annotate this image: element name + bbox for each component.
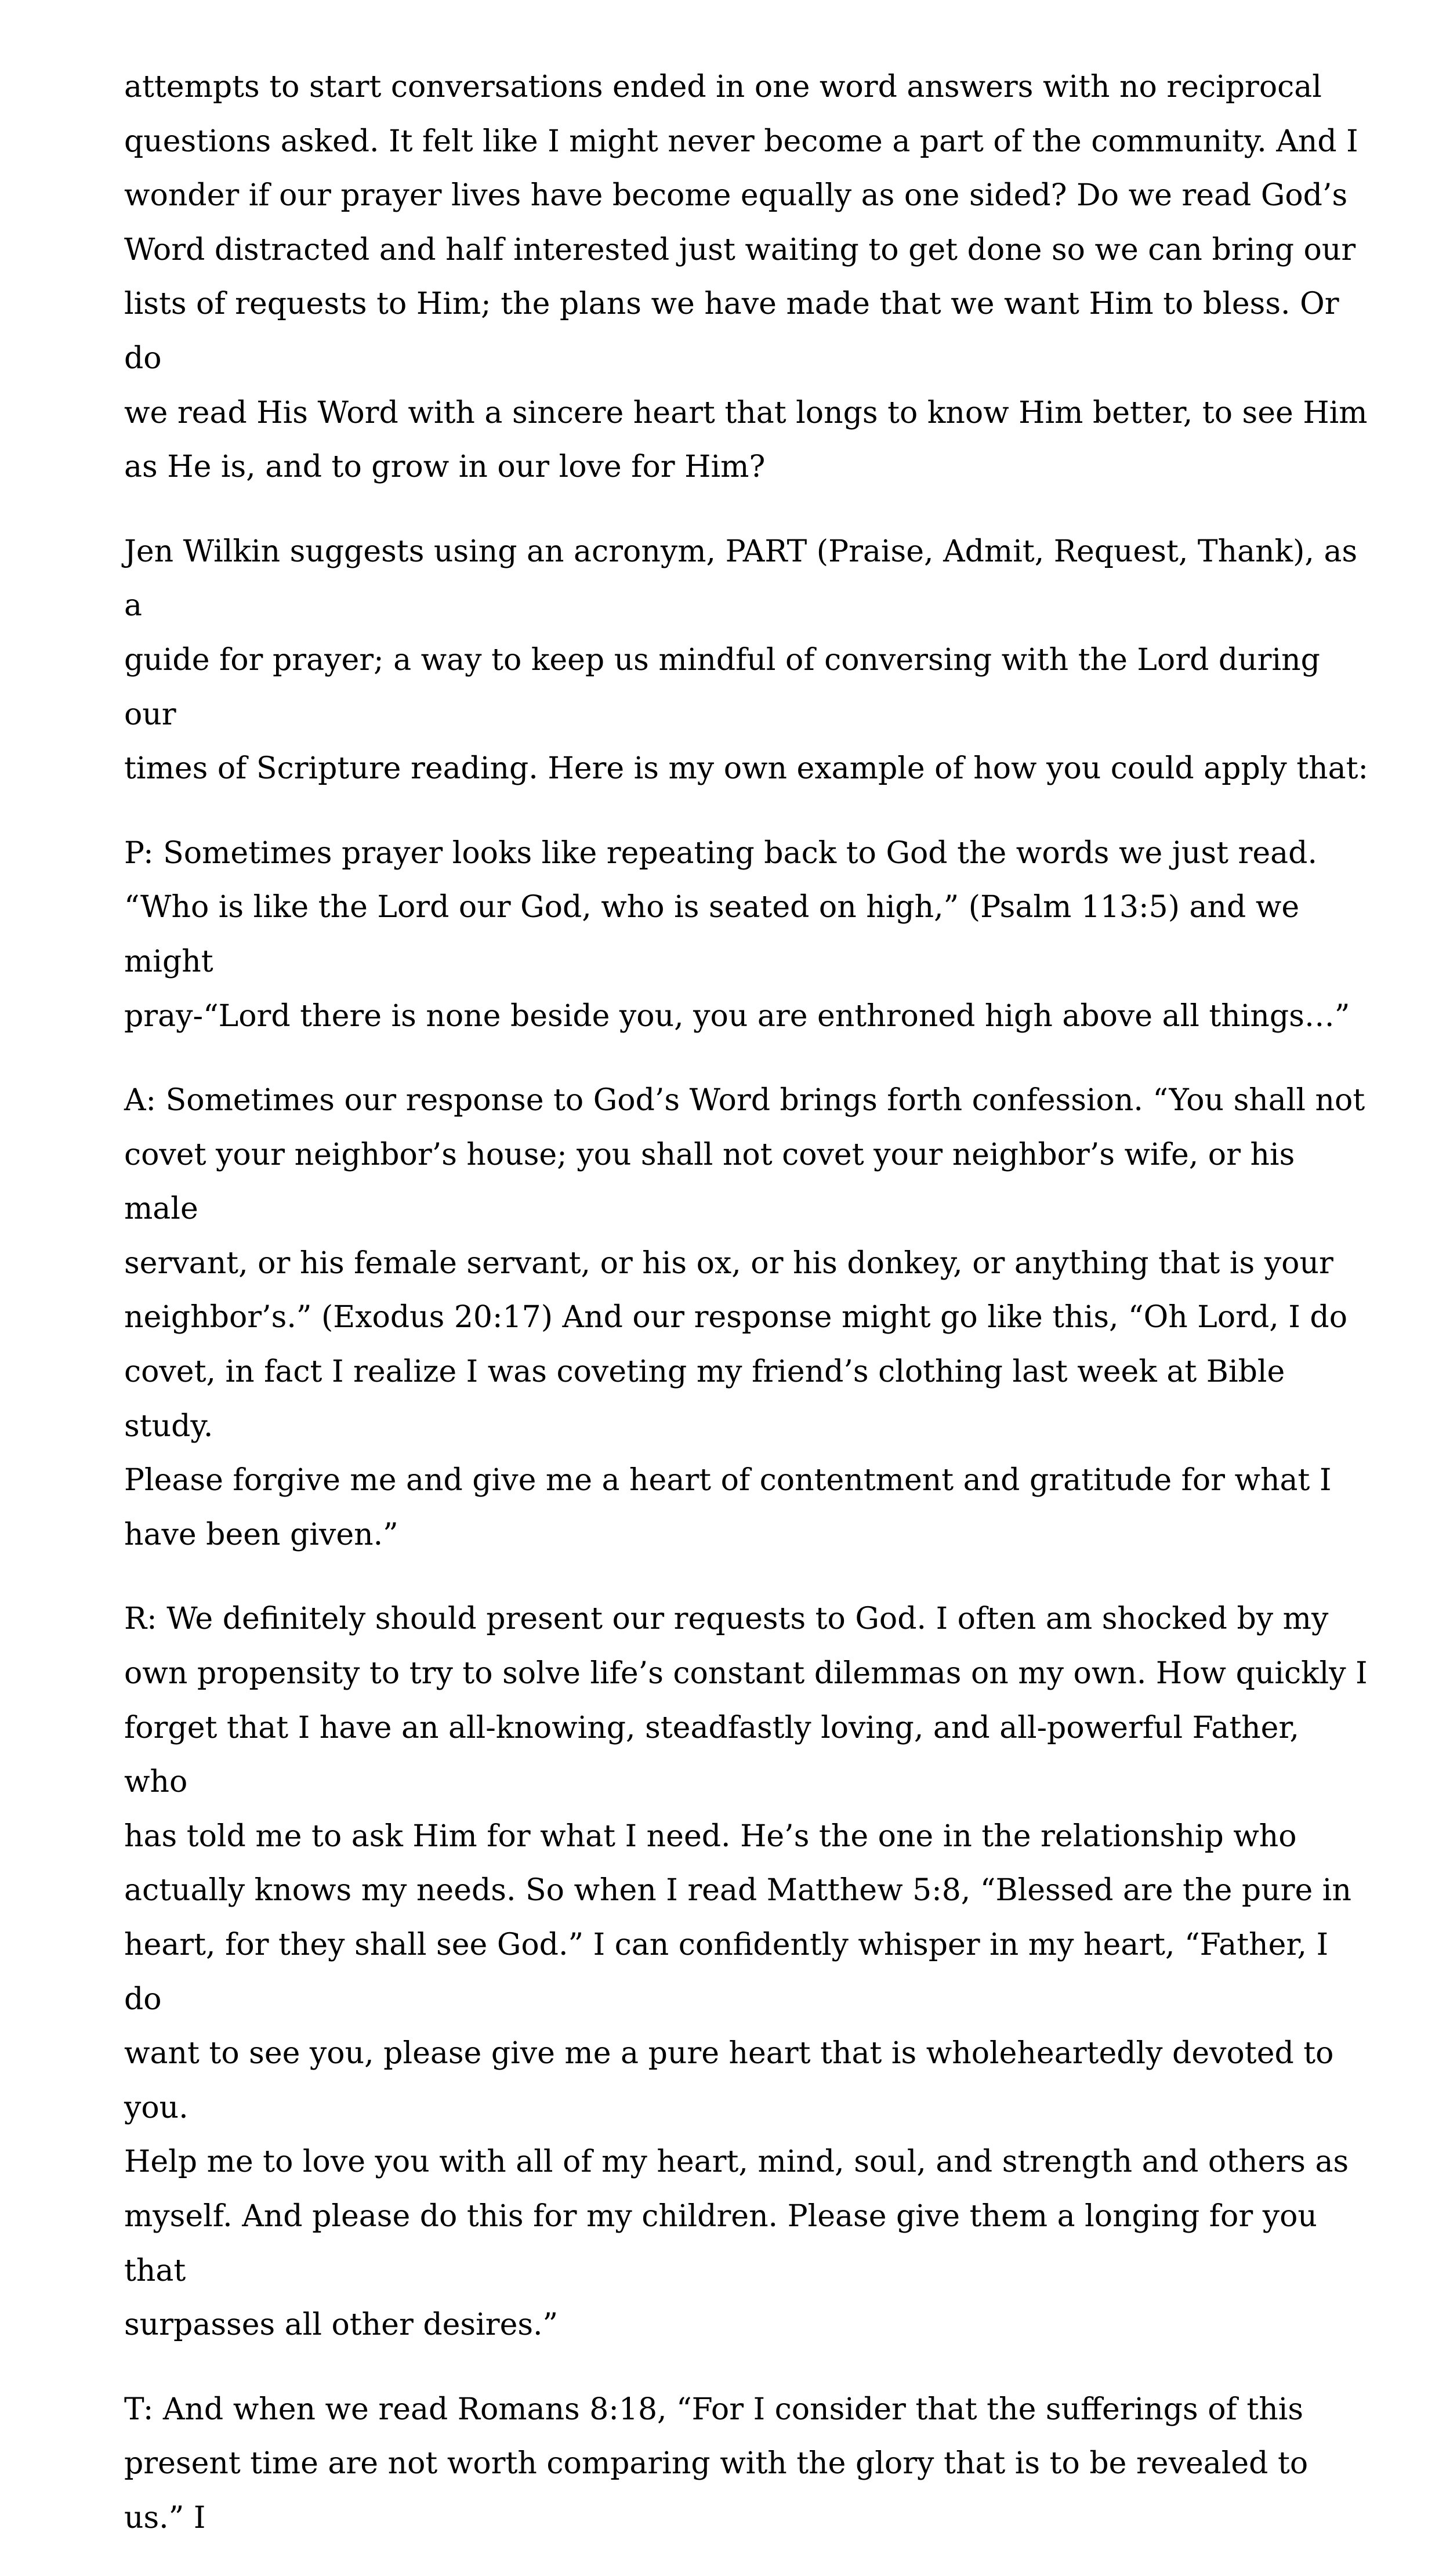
paragraph-intro: attempts to start conversations ended in one word answers with no reciprocal questions asked. It felt like I might never become a part of the community. And I wonder if our prayer lives have become equally as one sided? Do we read God’s Word distracted and half interested just waiting to get done so we can bring our lists of requests to Him; the plans we have made that we want Him to bless. Or do we read His Word with a sincere heart that longs to know Him better, to see Him as He is, and to grow in our love for Him? (124, 70, 1368, 485)
paragraph-thank: T: And when we read Romans 8:18, “For I consider that the sufferings of this present time are not worth comparing with the glory that is to be revealed to us.” I (124, 2392, 1308, 2535)
document-body (124, 60, 1371, 2576)
paragraph-request: R: We definitely should present our requests to God. I often am shocked by my own propensity to try to solve life’s constant dilemmas on my own. How quickly I forget that I have an all-knowing, steadfastly loving, and all-powerful Father, who has told me to ask Him for what I need. He’s the one in the relationship who actually knows my needs. So when I read Matthew 5:8, “Blessed are the pure in heart, for they shall see God.” I can confidently whisper in my heart, “Father, I do want to see you, please give me a pure heart that is wholeheartedly devoted to you. Help me to love you with all of my heart, mind, soul, and strength and others as myself. And please do this for my children. Please give them a longing for you that surpasses all other desires.” (124, 1602, 1368, 2343)
paragraph-part-acronym: Jen Wilkin suggests using an acronym, PART (Praise, Admit, Request, Thank), as a guide for prayer; a way to keep us mindful of conversing with the Lord during our times of Scripture reading. Here is my own example of how you could apply that: (124, 534, 1369, 787)
paragraph-praise: P: Sometimes prayer looks like repeating back to God the words we just read. “Who is like the Lord our God, who is seated on high,” (Psalm 113:5) and we might pray-“Lord there is none beside you, you are enthroned high above all things…” (124, 835, 1350, 1034)
paragraph-admit: A: Sometimes our response to God’s Word brings forth confession. “You shall not covet your neighbor’s house; you shall not covet your neighbor’s wife, or his male servant, or his female servant, or his ox, or his donkey, or anything that is your neighbor’s.” (Exodus 20:17) And our response might go like this, “Oh Lord, I do covet, in fact I realize I was coveting my friend’s clothing last week at Bible study. Please forgive me and give me a heart of contentment and gratitude for what I have been given.” (124, 1083, 1365, 1552)
